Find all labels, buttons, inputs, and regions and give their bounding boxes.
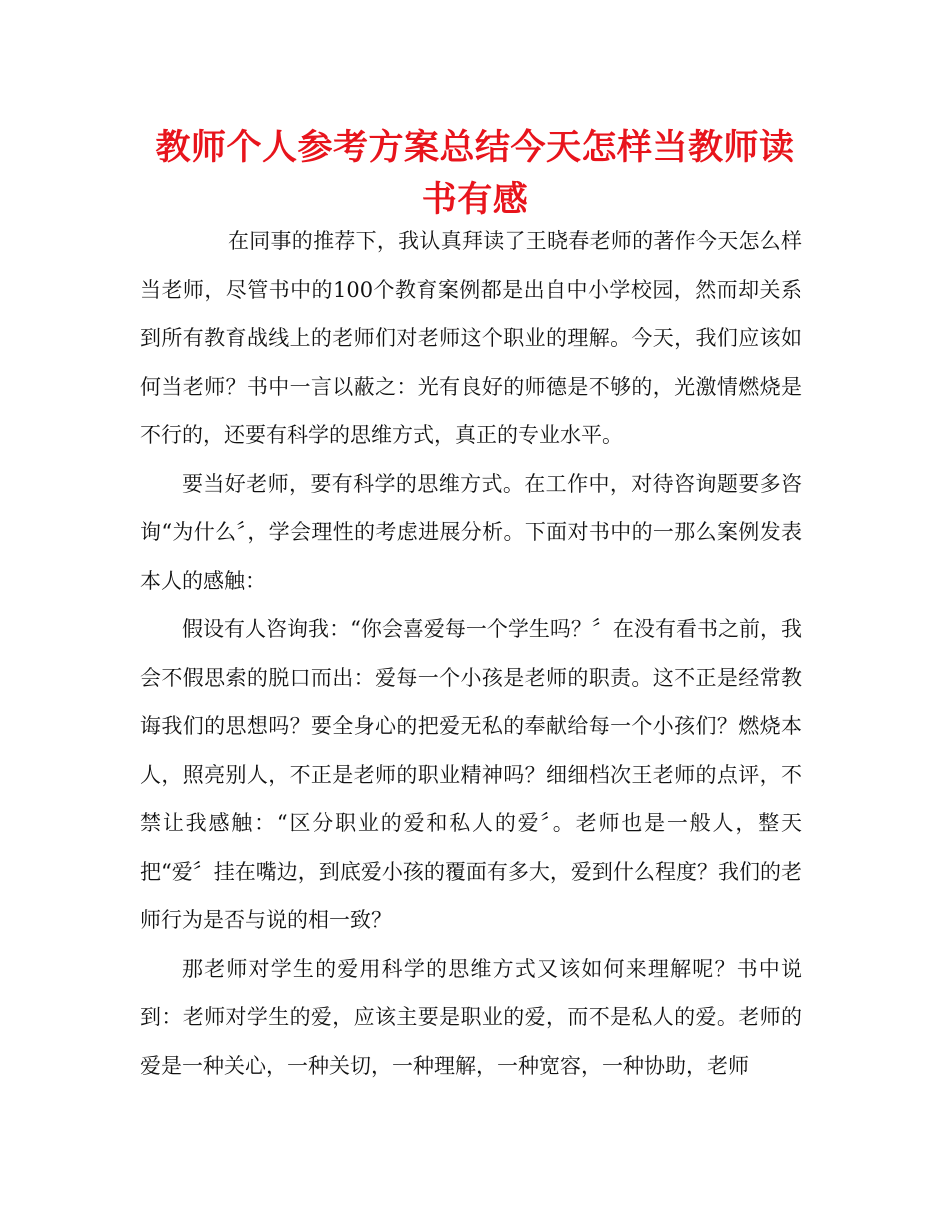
paragraph-4: 那老师对学生的爱用科学的思维方式又该如何来理解呢？书中说到：老师对学生的爱，应该主要是职业的爱，而不是私人的爱。老师的爱是一种关心，一种关切，一种理解，一种宽容，一种协助，老师 <box>140 956 802 1078</box>
document-title: 教师个人参考方案总结今天怎样当教师读书有感 <box>155 128 795 220</box>
paragraph-2: 要当好老师，要有科学的思维方式。在工作中，对待咨询题要多咨询“为什么〞，学会理性的考虑进展分析。下面对书中的一那么案例发表本人的感触： <box>140 471 802 593</box>
document-body <box>140 217 802 1090</box>
paragraph-1: 在同事的推荐下，我认真拜读了王晓春老师的著作今天怎么样当老师，尽管书中的100个教育案例都是出自中小学校园，然而却关系到所有教育战线上的老师们对老师这个职业的理解。今天，我们应该如何当老师？书中一言以蔽之：光有良好的师德是不够的，光激情燃烧是不行的，还要有科学的思维方式，真正的专业水平。 <box>140 229 802 447</box>
paragraph-3: 假设有人咨询我：“你会喜爱每一个学生吗？〞在没有看书之前，我会不假思索的脱口而出：爱每一个小孩是老师的职责。这不正是经常教诲我们的思想吗？要全身心的把爱无私的奉献给每一个小孩们？燃烧本人，照亮别人，不正是老师的职业精神吗？细细档次王老师的点评，不禁让我感触：“区分职业的爱和私人的爱〞。老师也是一般人，整天把“爱〞挂在嘴边，到底爱小孩的覆面有多大，爱到什么程度？我们的老师行为是否与说的相一致？ <box>140 617 802 932</box>
